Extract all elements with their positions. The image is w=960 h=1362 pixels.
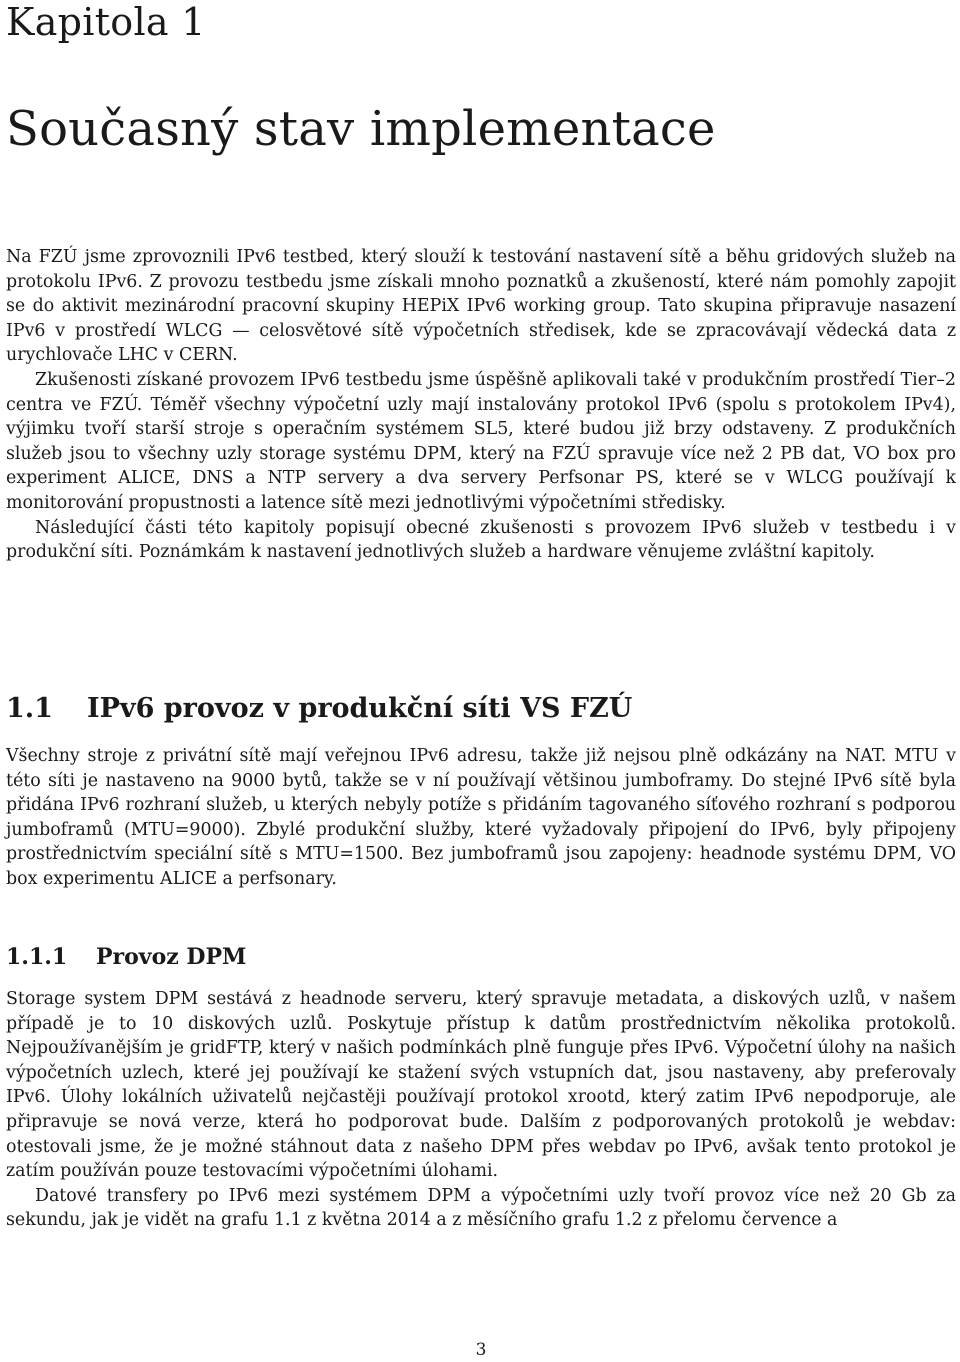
intro-paragraph-2: Zkušenosti získané provozem IPv6 testbedu jsme úspěšně aplikovali také v produkčním prostředí Tier–2 centra ve FZÚ. Téměř všechny výpočetní uzly mají instalovány protokol IPv6 (spolu s protokolem IPv4), výjimku tvoří starší stroje s operačním systémem SL5, které budou již brzy odstaveny. Z produkčních služeb jsou to všechny uzly storage systému DPM, který na FZÚ spravuje více než 2 PB dat, VO box pro experiment ALICE, DNS a NTP servery a dva servery Perfsonar PS, které se v WLCG používají k monitorování propustnosti a latence sítě mezi jednotlivými výpočetními středisky. bbox=[6, 369, 956, 513]
chapter-label: Kapitola 1 bbox=[6, 0, 206, 44]
section-heading bbox=[6, 692, 632, 726]
section-text bbox=[6, 744, 956, 892]
section-title: IPv6 provoz v produkční síti VS FZÚ bbox=[87, 693, 633, 724]
intro-paragraph-1: Na FZÚ jsme zprovoznili IPv6 testbed, který slouží k testování nastavení sítě a běhu gridových služeb na protokolu IPv6. Z provozu testbedu jsme získali mnoho poznatků a zkušeností, které nám pomohly zapojit se do aktivit mezinárodní pracovní skupiny HEPiX IPv6 working group. Tato skupina připravuje nasazení IPv6 v prostředí WLCG — celosvětové sítě výpočetních středisek, kde se zpracovávají vědecká data z urychlovače LHC v CERN. bbox=[6, 247, 956, 366]
intro-text bbox=[6, 245, 956, 565]
subsection-paragraph-2: Datové transfery po IPv6 mezi systémem DPM a výpočetními uzly tvoří provoz více než 20 Gb za sekundu, jak je vidět na grafu 1.1 z května 2014 a z měsíčního grafu 1.2 z přelomu července a bbox=[6, 1185, 956, 1231]
page-number: 3 bbox=[475, 1340, 487, 1360]
subsection-number: 1.1.1 bbox=[6, 944, 68, 970]
section-number: 1.1 bbox=[6, 693, 53, 724]
intro-paragraph-3: Následující části této kapitoly popisují obecné zkušenosti s provozem IPv6 služeb v testbedu i v produkční síti. Poznámkám k nastavení jednotlivých služeb a hardware věnujeme zvláštní kapitoly. bbox=[6, 517, 956, 563]
section-paragraph-1: Všechny stroje z privátní sítě mají veřejnou IPv6 adresu, takže již nejsou plně odkázány na NAT. MTU v této síti je nastaveno na 9000 bytů, takže se v ní používají většinou jumboframy. Do stejné IPv6 sítě byla přidána IPv6 rozhraní služeb, u kterých nebyly potíže s přidáním tagovaného síťového rozhraní s podporou jumboframů (MTU=9000). Zbylé produkční služby, které vyžadovaly připojení do IPv6, byly připojeny prostřednictvím speciální sítě s MTU=1500. Bez jumboframů jsou zapojeny: headnode systému DPM, VO box experimentu ALICE a perfsonary. bbox=[6, 746, 956, 889]
subsection-heading bbox=[6, 942, 246, 972]
subsection-text bbox=[6, 987, 956, 1233]
subsection-title: Provoz DPM bbox=[96, 944, 247, 970]
chapter-title: Současný stav implementace bbox=[6, 101, 716, 157]
subsection-paragraph-1: Storage system DPM sestává z headnode serveru, který spravuje metadata, a diskových uzlů, v našem případě je to 10 diskových uzlů. Poskytuje přístup k datům prostřednictvím několika protokolů. Nejpoužívanějším je gridFTP, který v našich podmínkách plně funguje přes IPv6. Výpočetní úlohy na našich výpočetních uzlech, které jej používají ke stažení svých vstupních dat, jsou nastaveny, aby preferovaly IPv6. Úlohy lokálních uživatelů nejčastěji používají protokol xrootd, který zatim IPv6 nepodporuje, ale připravuje se nová verze, která ho podporovat bude. Dalším z podporovaných protokolů je webdav: otestovali jsme, že je možné stáhnout data z našeho DPM přes webdav po IPv6, avšak tento protokol je zatím používán pouze testovacími výpočetními úlohami. bbox=[6, 989, 956, 1182]
